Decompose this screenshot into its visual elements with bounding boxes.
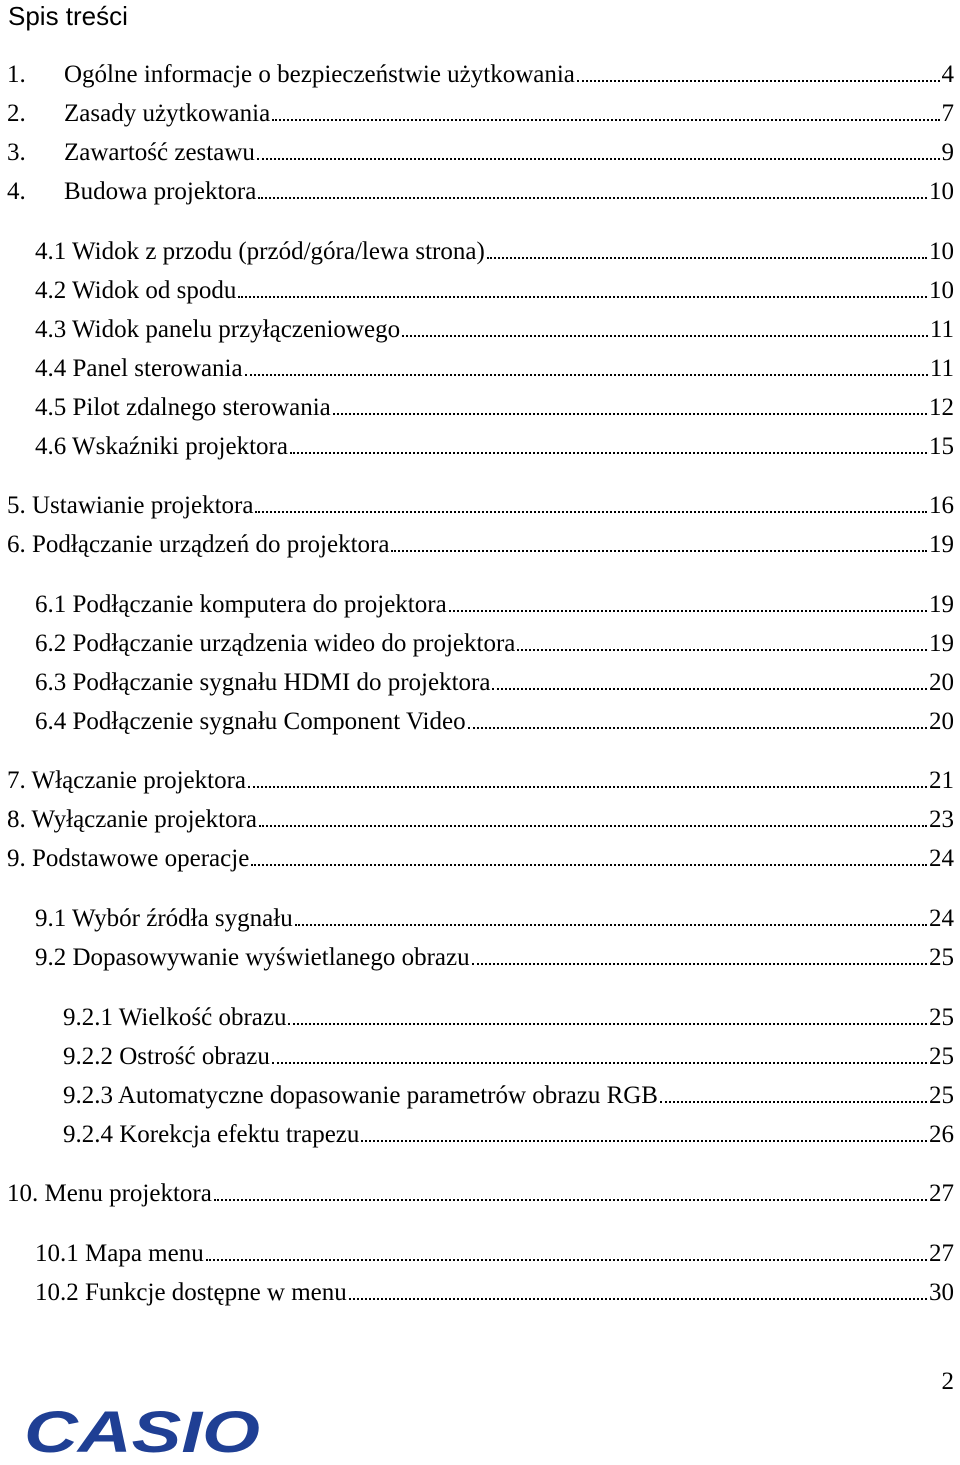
toc-entry-page: 7 xyxy=(941,100,954,127)
toc-dot-leader xyxy=(472,963,927,965)
toc-entry[interactable] xyxy=(35,589,954,621)
toc-dot-leader xyxy=(248,786,927,788)
toc-entry-label: 6. Podłączanie urządzeń do projektora xyxy=(7,531,390,558)
toc-entry[interactable] xyxy=(7,843,954,875)
toc-entry-label: 10. Menu projektora xyxy=(7,1180,212,1207)
toc-entry[interactable] xyxy=(35,275,954,307)
toc-entry[interactable] xyxy=(35,706,954,738)
toc-entry-page: 15 xyxy=(929,433,954,460)
toc-entry-page: 24 xyxy=(929,905,954,932)
toc-dot-leader xyxy=(206,1259,927,1261)
toc-entry[interactable] xyxy=(35,431,954,463)
toc-entry-label: 10.1 Mapa menu xyxy=(35,1240,204,1267)
toc-entry-page: 9 xyxy=(941,139,954,166)
toc-dot-leader xyxy=(517,649,927,651)
toc-entry-label: 4.4 Panel sterowania xyxy=(35,355,243,382)
toc-entry[interactable] xyxy=(7,176,954,208)
toc-entry-label: 9.2.3 Automatyczne dopasowanie parametrów obrazu RGB xyxy=(63,1082,658,1109)
toc-entry-page: 11 xyxy=(929,355,954,382)
toc-entry-label: 9.2 Dopasowywanie wyświetlanego obrazu xyxy=(35,944,470,971)
toc-dot-leader xyxy=(468,727,927,729)
toc-entry-number: 4. xyxy=(7,178,26,205)
toc-entry[interactable] xyxy=(7,137,954,169)
casio-logo xyxy=(24,1400,264,1460)
toc-entry-number: 3. xyxy=(7,139,26,166)
toc-entry-label: 9.2.2 Ostrość obrazu xyxy=(63,1043,270,1070)
toc-dot-leader xyxy=(290,452,927,454)
toc-dot-leader xyxy=(272,1062,927,1064)
toc-entry[interactable] xyxy=(7,804,954,836)
toc-entry[interactable] xyxy=(35,314,954,346)
toc-dot-leader xyxy=(255,511,927,513)
toc-entry-number: 2. xyxy=(7,100,26,127)
toc-dot-leader xyxy=(487,257,927,259)
toc-entry-label: 8. Wyłączanie projektora xyxy=(7,806,257,833)
toc-entry[interactable] xyxy=(35,667,954,699)
toc-dot-leader xyxy=(492,688,927,690)
toc-dot-leader xyxy=(449,610,927,612)
toc-entry-label: Budowa projektora xyxy=(64,178,257,205)
toc-entry[interactable] xyxy=(7,59,954,91)
toc-entry-page: 11 xyxy=(929,316,954,343)
toc-dot-leader xyxy=(295,924,927,926)
toc-entry-page: 26 xyxy=(929,1121,954,1148)
toc-entry-page: 10 xyxy=(929,238,954,265)
toc-entry[interactable] xyxy=(35,903,954,935)
toc-entry-page: 23 xyxy=(929,806,954,833)
toc-entry-label: 6.3 Podłączanie sygnału HDMI do projektora xyxy=(35,669,491,696)
toc-dot-leader xyxy=(660,1101,927,1103)
toc-entry[interactable] xyxy=(35,353,954,385)
toc-entry-label: 4.1 Widok z przodu (przód/góra/lewa strona) xyxy=(35,238,485,265)
toc-entry[interactable] xyxy=(35,236,954,268)
toc-entry-label: 4.5 Pilot zdalnego sterowania xyxy=(35,394,331,421)
page-number: 2 xyxy=(941,1368,954,1395)
toc-entry-page: 19 xyxy=(929,630,954,657)
toc-entry-number: 1. xyxy=(7,61,26,88)
toc-entry-label: 4.2 Widok od spodu xyxy=(35,277,237,304)
toc-entry-label: 9. Podstawowe operacje xyxy=(7,845,250,872)
toc-entry[interactable] xyxy=(7,490,954,522)
toc-dot-leader xyxy=(258,197,927,199)
toc-entry[interactable] xyxy=(7,765,954,797)
toc-dot-leader xyxy=(349,1298,927,1300)
toc-entry-label: 4.6 Wskaźniki projektora xyxy=(35,433,288,460)
toc-entry-label: 9.2.1 Wielkość obrazu xyxy=(63,1004,287,1031)
toc-entry-page: 25 xyxy=(929,944,954,971)
toc-entry-page: 10 xyxy=(929,178,954,205)
toc-entry-label: 5. Ustawianie projektora xyxy=(7,492,254,519)
toc-entry[interactable] xyxy=(35,1238,954,1270)
toc-entry[interactable] xyxy=(63,1080,954,1112)
toc-entry[interactable] xyxy=(7,1178,954,1210)
toc-entry-label: Ogólne informacje o bezpieczeństwie użytkowania xyxy=(64,61,575,88)
toc-entry[interactable] xyxy=(63,1002,954,1034)
toc-entry[interactable] xyxy=(7,98,954,130)
toc-entry-label: 7. Włączanie projektora xyxy=(7,767,247,794)
toc-entry-page: 24 xyxy=(929,845,954,872)
toc-entry-label: 9.2.4 Korekcja efektu trapezu xyxy=(63,1121,360,1148)
toc-entry-label: Zasady użytkowania xyxy=(64,100,271,127)
toc-dot-leader xyxy=(251,864,927,866)
toc-dot-leader xyxy=(361,1140,927,1142)
toc-dot-leader xyxy=(288,1023,927,1025)
toc-dot-leader xyxy=(257,158,940,160)
toc-entry-page: 19 xyxy=(929,591,954,618)
toc-entry-page: 21 xyxy=(929,767,954,794)
toc-entry-page: 12 xyxy=(929,394,954,421)
toc-dot-leader xyxy=(214,1199,927,1201)
toc-dot-leader xyxy=(577,80,940,82)
toc-entry[interactable] xyxy=(63,1041,954,1073)
casio-logo-text: CASIO xyxy=(24,1400,260,1460)
toc-entry[interactable] xyxy=(7,529,954,561)
toc-entry-label: 10.2 Funkcje dostępne w menu xyxy=(35,1279,347,1306)
toc-entry-page: 16 xyxy=(929,492,954,519)
toc-entry-page: 4 xyxy=(941,61,954,88)
toc-dot-leader xyxy=(272,119,939,121)
toc-dot-leader xyxy=(391,550,927,552)
toc-dot-leader xyxy=(333,413,927,415)
toc-entry-page: 25 xyxy=(929,1004,954,1031)
toc-dot-leader xyxy=(245,374,928,376)
toc-entry-label: Zawartość zestawu xyxy=(64,139,255,166)
toc-entry-label: 6.2 Podłączanie urządzenia wideo do projektora xyxy=(35,630,516,657)
toc-entry[interactable] xyxy=(35,1277,954,1309)
toc-dot-leader xyxy=(238,296,927,298)
toc-entry-page: 20 xyxy=(929,708,954,735)
toc-entry-page: 20 xyxy=(929,669,954,696)
toc-entry[interactable] xyxy=(35,628,954,660)
toc-entry-label: 4.3 Widok panelu przyłączeniowego xyxy=(35,316,401,343)
toc-entry[interactable] xyxy=(35,942,954,974)
toc-entry-page: 27 xyxy=(929,1240,954,1267)
toc-entry-label: 9.1 Wybór źródła sygnału xyxy=(35,905,293,932)
toc-entry-page: 19 xyxy=(929,531,954,558)
toc-entry-page: 25 xyxy=(929,1043,954,1070)
toc-title: Spis treści xyxy=(8,1,128,31)
toc-entry-page: 30 xyxy=(929,1279,954,1306)
toc-entry-page: 27 xyxy=(929,1180,954,1207)
toc-dot-leader xyxy=(259,825,927,827)
toc-entry[interactable] xyxy=(35,392,954,424)
toc-entry-label: 6.4 Podłączenie sygnału Component Video xyxy=(35,708,466,735)
toc-entry-page: 10 xyxy=(929,277,954,304)
toc-entry-page: 25 xyxy=(929,1082,954,1109)
toc-dot-leader xyxy=(402,335,928,337)
toc-entry-label: 6.1 Podłączanie komputera do projektora xyxy=(35,591,447,618)
toc-entry[interactable] xyxy=(63,1119,954,1151)
